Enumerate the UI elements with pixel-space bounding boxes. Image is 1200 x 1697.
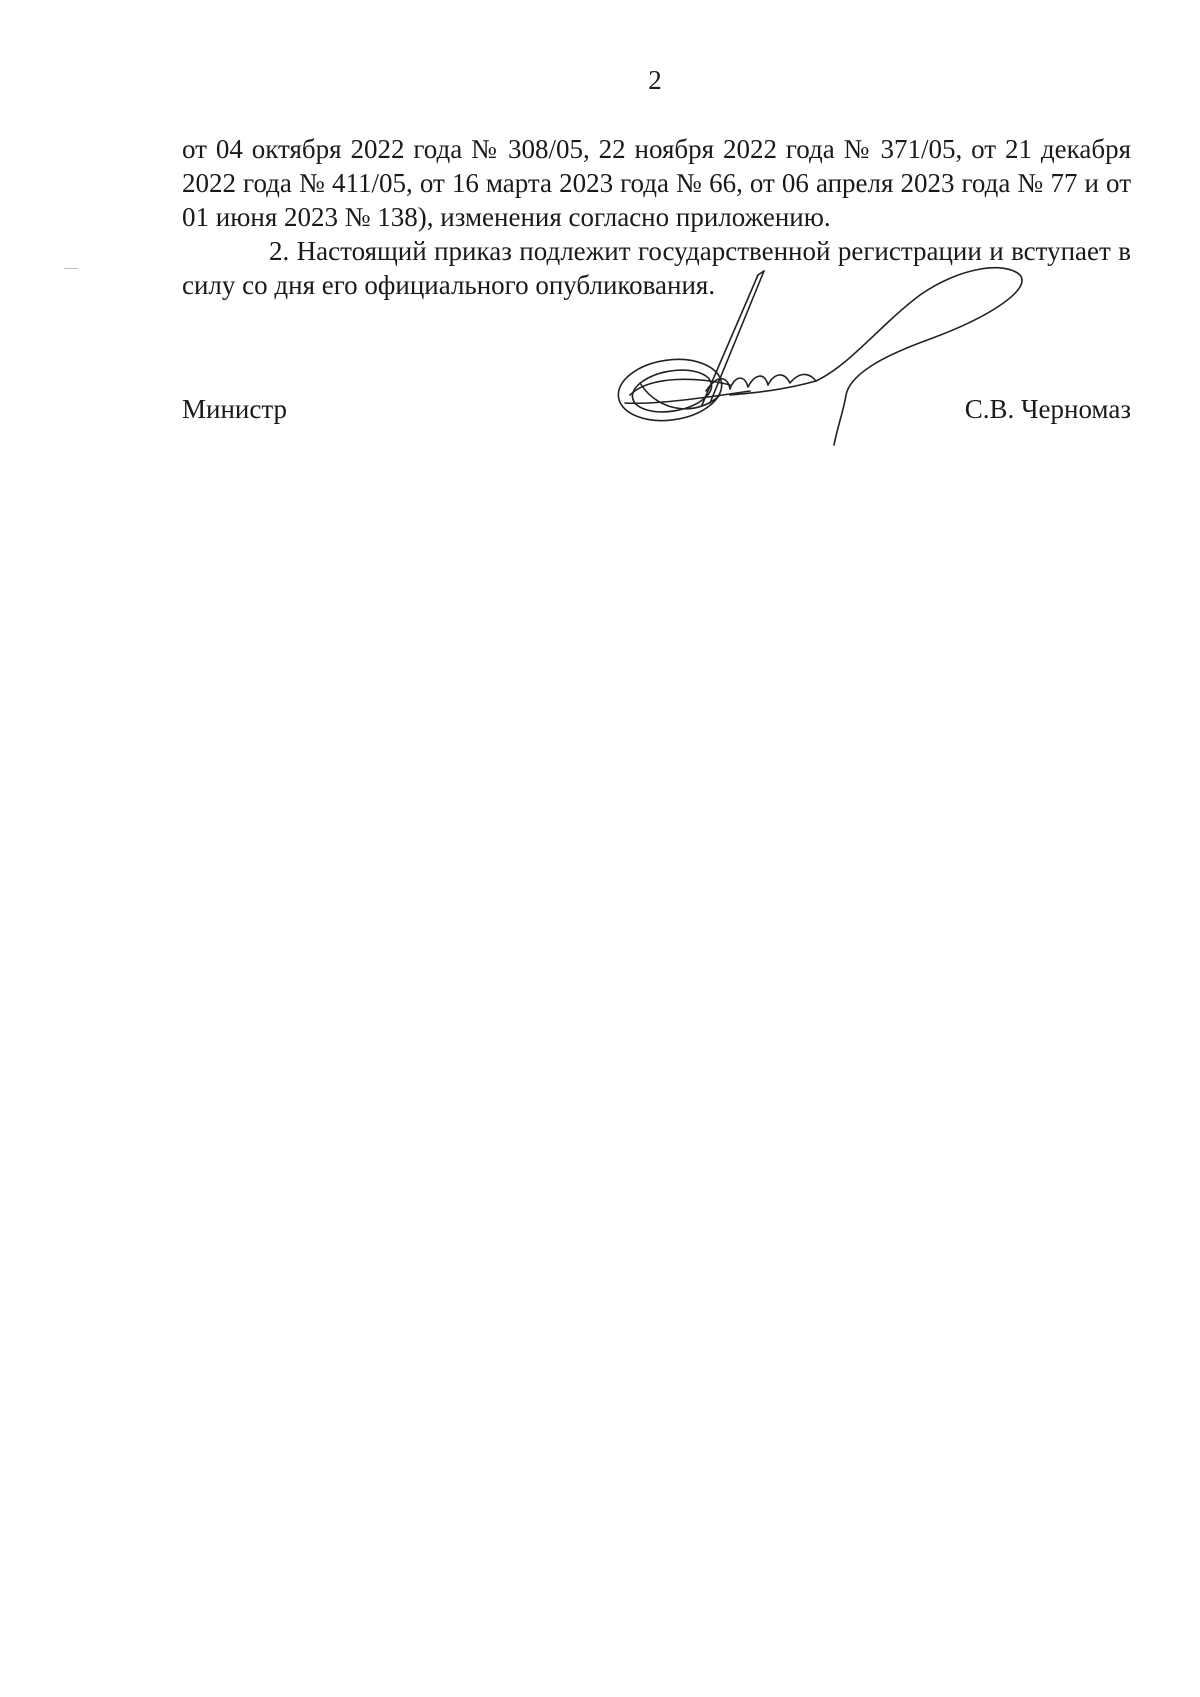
signatory-name: С.В. Черномаз xyxy=(964,394,1131,424)
margin-mark xyxy=(64,268,78,269)
paragraph-registration: 2. Настоящий приказ подлежит государственной регистрации и вступает в силу со дня его официального опубликования. xyxy=(182,236,1131,300)
paragraph-amendments: от 04 октября 2022 года № 308/05, 22 ноября 2022 года № 371/05, от 21 декабря 2022 года № 411/05, от 16 марта 2023 года № 66, от 06 апреля 2023 года № 77 и от 01 июня 2023 № 138), изменения согласно приложению. xyxy=(182,134,1131,232)
handwritten-signature xyxy=(610,265,1030,455)
signatory-title: Министр xyxy=(182,394,287,424)
page-number: 2 xyxy=(648,65,662,95)
